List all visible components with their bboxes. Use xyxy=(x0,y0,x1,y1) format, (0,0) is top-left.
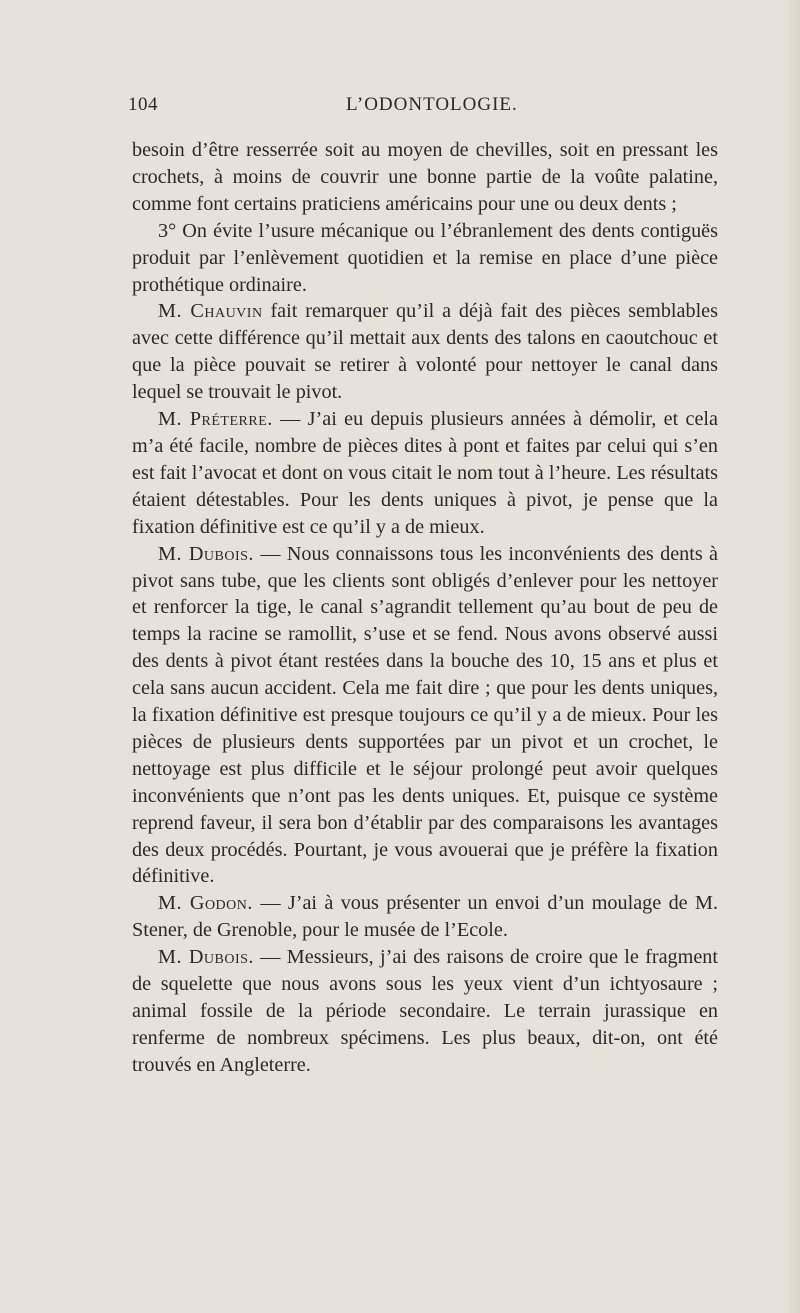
speaker-name: M. Chauvin xyxy=(158,300,263,323)
body-text xyxy=(132,137,718,1079)
paragraph-text: 3° On évite l’usure mécanique ou l’ébranlement des dents contiguës produit par l’enlèvement quotidien et la remise en place d’une pièce prothétique ordinaire. xyxy=(132,219,718,296)
paragraph-chauvin xyxy=(132,298,718,406)
paragraph-text: — Messieurs, j’ai des raisons de croire que le fragment de squelette que nous avons sous les yeux vient d’un ichtyosaure ; animal fossile de la période secondaire. Le terrain jurassique en renferme de nombreux spécimens. Les plus beaux, dit-on, ont été trouvés en Angleterre. xyxy=(132,946,718,1076)
page-edge-shadow xyxy=(786,0,800,1313)
paragraph-godon xyxy=(132,890,718,944)
paragraph-point-3 xyxy=(132,218,718,299)
paragraph-text: — J’ai à vous présenter un envoi d’un moulage de M. Stener, de Grenoble, pour le musée de l’Ecole. xyxy=(132,892,718,942)
paragraph-dubois-2 xyxy=(132,944,718,1079)
speaker-name: M. Dubois. xyxy=(158,542,254,565)
speaker-name: M. Dubois. xyxy=(158,946,254,969)
page-number: 104 xyxy=(128,94,158,115)
paragraph-text: fait remarquer qu’il a déjà fait des pièces semblables avec cette différence qu’il mettait aux dents des talons en caoutchouc et que la pièce pouvait se retirer à volonté pour nettoyer le canal dans lequel se trouvait le pivot. xyxy=(132,300,719,404)
speaker-name: M. Godon. xyxy=(158,892,253,915)
running-header xyxy=(128,94,718,124)
running-title: L’ODONTOLOGIE. xyxy=(346,94,518,115)
paragraph-text: — J’ai eu depuis plusieurs années à démolir, et cela m’a été facile, nombre de pièces dites à pont et faites par celui qui s’en est fait l’avocat et dont on vous citait le nom tout à l’heure. Les résultats étaient détestables. Pour les dents uniques à pivot, je pense que la fixation définitive est ce qu’il y a de mieux. xyxy=(132,408,719,538)
paragraph-text: besoin d’être resserrée soit au moyen de chevilles, soit en pressant les crochets, à moins de couvrir une bonne partie de la voûte palatine, comme font certains praticiens américains pour une ou deux dents ; xyxy=(132,139,718,215)
paragraph-continuation xyxy=(132,137,718,218)
paragraph-preterre xyxy=(132,406,718,541)
paragraph-dubois-1 xyxy=(132,541,718,891)
paragraph-text: — Nous connaissons tous les inconvénients des dents à pivot sans tube, que les clients sont obligés d’enlever pour les nettoyer et renforcer la tige, le canal s’agrandit tellement qu’au bout de peu de temps la racine se ramollit, s’use et se fend. Nous avons observé aussi des dents à pivot étant restées dans la bouche des 10, 15 ans et plus et cela sans aucun accident. Cela me fait dire ; que pour les dents uniques, la fixation définitive est presque toujours ce qu’il y a de mieux. Pour les pièces de plusieurs dents supportées par un pivot et un crochet, le nettoyage est plus difficile et le séjour prolongé peut avoir quelques inconvénients que n’ont pas les dents uniques. Et, puisque ce système reprend faveur, il sera bon d’établir par des comparaisons les avantages des deux procédés. Pourtant, je vous avouerai que je préfère la fixation définitive. xyxy=(132,542,719,888)
speaker-name: M. Préterre. xyxy=(158,408,273,431)
